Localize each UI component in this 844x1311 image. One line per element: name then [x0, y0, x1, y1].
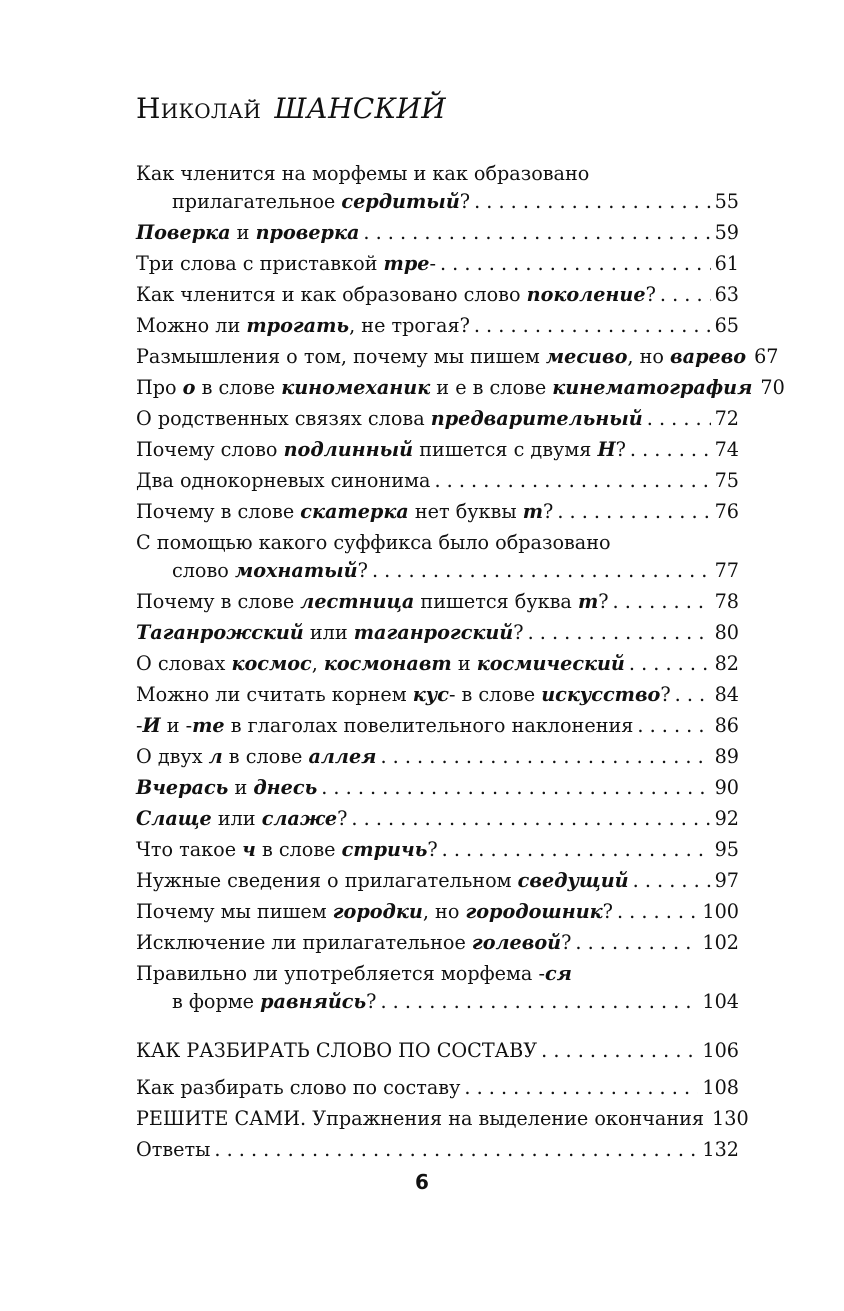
toc-entry-page: 90	[714, 776, 739, 799]
toc-entry[interactable]	[136, 960, 739, 1016]
toc-entry-title: О словах космос, космонавт и космический	[136, 652, 625, 675]
toc-entry-title: Как членится и как образовано слово поколение?	[136, 283, 656, 306]
toc-entry-title: прилагательное сердитый?	[172, 190, 471, 213]
table-of-contents	[136, 160, 785, 1167]
keyword: Слаще	[136, 807, 212, 830]
keyword: стричь	[341, 838, 428, 861]
leader-dots	[351, 805, 710, 833]
keyword: городошник	[465, 900, 603, 923]
toc-entry-page: 92	[714, 807, 739, 830]
toc-entry-page: 130	[712, 1107, 749, 1130]
keyword: тре	[383, 252, 430, 275]
toc-entry[interactable]	[136, 650, 739, 678]
leader-dots	[474, 188, 711, 216]
keyword: голевой	[471, 931, 562, 954]
keyword: Поверка	[136, 221, 231, 244]
toc-list	[136, 160, 785, 1016]
keyword: таганрогский	[353, 621, 514, 644]
keyword: космический	[476, 652, 625, 675]
toc-entry-title: в форме равняйсь?	[172, 990, 377, 1013]
leader-dots	[372, 557, 711, 585]
leader-dots	[660, 281, 711, 309]
toc-entry-title: О двух л в слове аллея	[136, 745, 377, 768]
keyword: кус	[412, 683, 449, 706]
toc-entry[interactable]	[136, 1105, 749, 1133]
leader-dots	[321, 774, 710, 802]
toc-entry[interactable]	[136, 898, 739, 926]
toc-entry[interactable]	[136, 343, 779, 371]
keyword: сердитый	[341, 190, 460, 213]
toc-entry-title: Три слова с приставкой тре-	[136, 252, 436, 275]
leader-dots	[637, 712, 710, 740]
toc-entry-title: Поверка и проверка	[136, 221, 360, 244]
toc-entry-title: -И и -те в глаголах повелительного наклонения	[136, 714, 634, 737]
toc-entry[interactable]	[136, 250, 739, 278]
keyword: о	[182, 376, 196, 399]
toc-entry-page: 95	[714, 838, 739, 861]
toc-entry-page: 108	[702, 1076, 739, 1099]
keyword: сведущий	[517, 869, 629, 892]
toc-entry[interactable]	[136, 281, 739, 309]
toc-entry-page: 65	[714, 314, 739, 337]
toc-entry-page: 132	[702, 1138, 739, 1161]
keyword: аллея	[308, 745, 377, 768]
toc-section-heading[interactable]	[136, 1037, 739, 1065]
toc-entry[interactable]	[136, 681, 739, 709]
keyword: космос	[231, 652, 312, 675]
keyword: т	[577, 590, 599, 613]
leader-dots	[629, 650, 711, 678]
keyword: предварительный	[430, 407, 643, 430]
toc-entry-page: 63	[714, 283, 739, 306]
toc-entry-page: 97	[714, 869, 739, 892]
author-first-name: Николай	[136, 92, 262, 125]
keyword: те	[192, 714, 225, 737]
leader-dots	[380, 743, 710, 771]
toc-entry-page: 55	[714, 190, 739, 213]
keyword: равняйсь	[260, 990, 367, 1013]
toc-entry[interactable]	[136, 929, 739, 957]
toc-entry[interactable]	[136, 774, 739, 802]
toc-entry[interactable]	[136, 529, 739, 585]
toc-entry-title: Нужные сведения о прилагательном сведущий	[136, 869, 629, 892]
leader-dots	[528, 619, 711, 647]
keyword: Таганрожский	[136, 621, 304, 644]
toc-entry-page: 67	[754, 345, 779, 368]
toc-entry[interactable]	[136, 805, 739, 833]
toc-entry[interactable]	[136, 619, 739, 647]
toc-entry-title: Слаще или слаже?	[136, 807, 348, 830]
toc-entry-title: Почему мы пишем городки, но городошник?	[136, 900, 613, 923]
toc-entry[interactable]	[136, 467, 739, 495]
leader-dots	[617, 898, 698, 926]
page-number: 6	[415, 1170, 429, 1194]
toc-entry-page: 76	[714, 500, 739, 523]
toc-entry-page: 89	[714, 745, 739, 768]
keyword: подлинный	[283, 438, 414, 461]
keyword: скатерка	[300, 500, 409, 523]
keyword: т	[522, 500, 544, 523]
leader-dots	[647, 405, 711, 433]
keyword: ч	[242, 838, 256, 861]
toc-entry-title: Почему в слове лестница пишется буква т?	[136, 590, 609, 613]
leader-dots	[613, 588, 711, 616]
toc-entry[interactable]	[136, 374, 785, 402]
toc-entry-page: 74	[714, 438, 739, 461]
toc-entry-page: 61	[714, 252, 739, 275]
leader-dots	[630, 436, 711, 464]
toc-entry-first-line: Как членится на морфемы и как образовано	[136, 162, 590, 185]
leader-dots	[633, 867, 711, 895]
toc-entry-title: Можно ли считать корнем кус- в слове искусство?	[136, 683, 671, 706]
toc-entry-title: Вчерась и днесь	[136, 776, 318, 799]
toc-entry-title: Можно ли трогать, не трогая?	[136, 314, 470, 337]
keyword: мохнатый	[234, 559, 358, 582]
toc-entry[interactable]	[136, 836, 739, 864]
keyword: Н	[597, 438, 616, 461]
toc-entry-page: 100	[702, 900, 739, 923]
leader-dots	[380, 988, 698, 1016]
toc-entry-title: Про о в слове киномеханик и е в слове кинематография	[136, 376, 753, 399]
toc-entry[interactable]	[136, 312, 739, 340]
toc-entry[interactable]	[136, 1136, 739, 1164]
leader-dots	[474, 312, 711, 340]
keyword: поколение	[526, 283, 646, 306]
keyword: ся	[544, 962, 572, 985]
toc-entry-page: 102	[702, 931, 739, 954]
toc-entry-title: РЕШИТЕ САМИ. Упражнения на выделение окончания	[136, 1107, 705, 1130]
leader-dots	[464, 1074, 698, 1102]
toc-entry-title: Размышления о том, почему мы пишем месиво, но варево	[136, 345, 747, 368]
author-surname: ШАНСКИЙ	[274, 92, 446, 125]
toc-entry-page: 84	[714, 683, 739, 706]
keyword: киномеханик	[281, 376, 431, 399]
leader-dots	[214, 1136, 698, 1164]
toc-entry-title: Таганрожский или таганрогский?	[136, 621, 524, 644]
toc-entry[interactable]	[136, 743, 739, 771]
keyword: И	[142, 714, 161, 737]
toc-entry-page: 77	[714, 559, 739, 582]
toc-entry-title: Два однокорневых синонима	[136, 469, 431, 492]
keyword: космонавт	[323, 652, 452, 675]
keyword: кинематография	[552, 376, 753, 399]
toc-entry-title: Ответы	[136, 1138, 211, 1161]
keyword: слаже	[261, 807, 338, 830]
toc-entry-title: Почему слово подлинный пишется с двумя Н?	[136, 438, 626, 461]
keyword: днесь	[253, 776, 318, 799]
toc-entry-page: 80	[714, 621, 739, 644]
toc-entry-first-line: Правильно ли употребляется морфема -ся	[136, 962, 572, 985]
keyword: трогать	[246, 314, 350, 337]
toc-entry-title: Что такое ч в слове стричь?	[136, 838, 438, 861]
leader-dots	[363, 219, 710, 247]
keyword: городки	[332, 900, 423, 923]
toc-entry[interactable]	[136, 498, 739, 526]
keyword: месиво	[545, 345, 628, 368]
toc-entry-title: Почему в слове скатерка нет буквы т?	[136, 500, 554, 523]
section-page: 106	[702, 1039, 739, 1062]
leader-dots	[557, 498, 710, 526]
toc-entry-page: 104	[702, 990, 739, 1013]
toc-entry[interactable]	[136, 712, 739, 740]
section-title: КАК РАЗБИРАТЬ СЛОВО ПО СОСТАВУ	[136, 1039, 538, 1062]
toc-entry-page: 59	[714, 221, 739, 244]
leader-dots	[442, 836, 711, 864]
toc-entry-page: 78	[714, 590, 739, 613]
toc-entry[interactable]	[136, 588, 739, 616]
leader-dots	[440, 250, 711, 278]
toc-list-2	[136, 1074, 749, 1164]
toc-entry-title: Исключение ли прилагательное голевой?	[136, 931, 572, 954]
keyword: варево	[670, 345, 747, 368]
toc-entry[interactable]	[136, 436, 739, 464]
toc-entry-page: 75	[714, 469, 739, 492]
toc-entry-page: 72	[714, 407, 739, 430]
toc-entry[interactable]	[136, 867, 739, 895]
leader-dots	[541, 1037, 698, 1065]
toc-entry-title: О родственных связях слова предварительный	[136, 407, 643, 430]
leader-dots	[434, 467, 710, 495]
keyword: Вчерась	[136, 776, 229, 799]
toc-entry-title: Как разбирать слово по составу	[136, 1076, 461, 1099]
toc-entry-page: 86	[714, 714, 739, 737]
toc-entry[interactable]	[136, 219, 739, 247]
toc-entry-page: 82	[714, 652, 739, 675]
toc-entry-title: слово мохнатый?	[172, 559, 368, 582]
leader-dots	[575, 929, 698, 957]
keyword: л	[208, 745, 223, 768]
running-header	[136, 92, 446, 125]
toc-entry-page: 70	[760, 376, 785, 399]
keyword: лестница	[300, 590, 415, 613]
keyword: искусство	[541, 683, 661, 706]
section-spacer	[136, 1019, 739, 1037]
toc-entry-first-line: С помощью какого суффикса было образовано	[136, 531, 611, 554]
toc-entry[interactable]	[136, 1074, 739, 1102]
toc-entry[interactable]	[136, 405, 739, 433]
toc-entry[interactable]	[136, 160, 739, 216]
leader-dots	[675, 681, 711, 709]
keyword: проверка	[255, 221, 360, 244]
